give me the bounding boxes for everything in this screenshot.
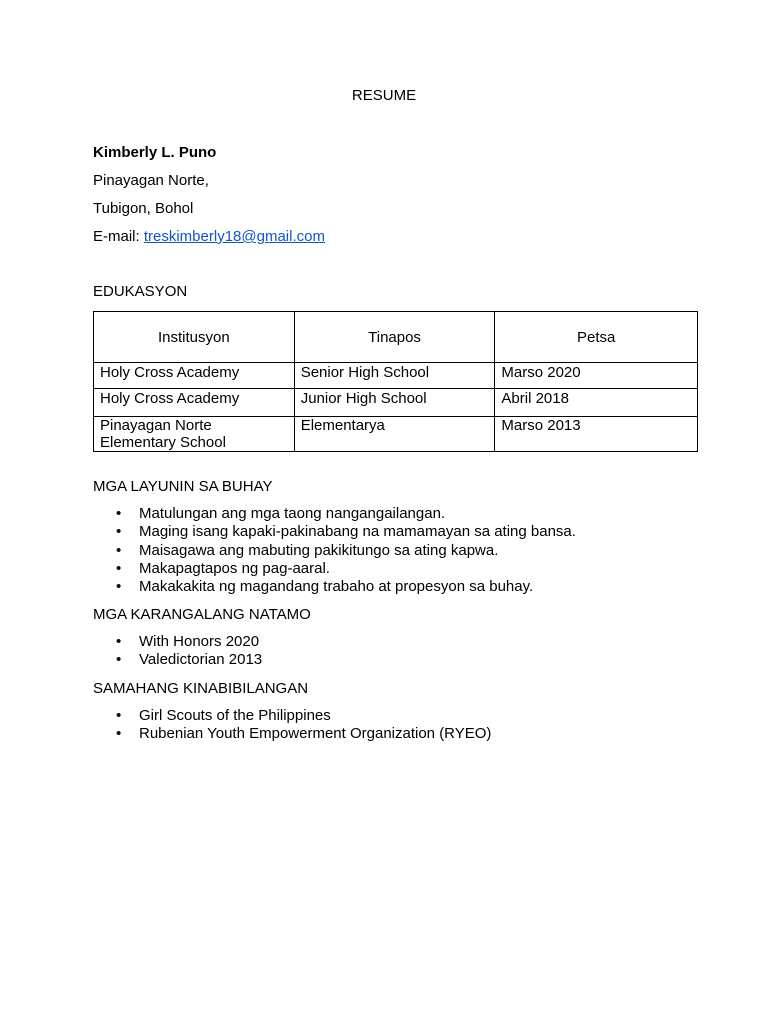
table-row (94, 363, 698, 389)
organizations-list (93, 707, 491, 744)
bullet-icon: • (116, 505, 122, 522)
goals-heading: MGA LAYUNIN SA BUHAY (93, 478, 273, 495)
education-table (93, 311, 698, 452)
list-item (93, 633, 262, 651)
list-item-text: Maging isang kapaki-pakinabang na mamamayan sa ating bansa. (139, 523, 576, 541)
email-line (93, 228, 325, 245)
table-cell-institution: Pinayagan Norte Elementary School (94, 417, 295, 452)
bullet-icon: • (116, 725, 122, 743)
table-cell-level: Senior High School (294, 363, 495, 389)
bullet-icon: • (116, 651, 122, 669)
list-item (93, 578, 576, 596)
column-header-institusyon: Institusyon (94, 312, 295, 363)
list-item-text: Rubenian Youth Empowerment Organization (RYEO) (139, 725, 492, 743)
list-item (93, 542, 576, 560)
address-line-1: Pinayagan Norte, (93, 172, 209, 189)
table-row (94, 389, 698, 417)
list-item (93, 505, 576, 523)
document-title: RESUME (351, 87, 417, 104)
list-item (93, 725, 491, 743)
list-item (93, 523, 576, 541)
bullet-icon: • (116, 559, 122, 577)
education-table-header (94, 312, 698, 363)
table-cell-level: Elementarya (294, 417, 495, 452)
list-item (93, 651, 262, 669)
table-cell-institution: Holy Cross Academy (94, 389, 295, 417)
bullet-icon: • (116, 541, 122, 559)
table-cell-date: Marso 2020 (495, 363, 698, 389)
table-row (94, 417, 698, 452)
bullet-icon: • (116, 707, 122, 724)
column-header-petsa: Petsa (495, 312, 698, 363)
address-line-2: Tubigon, Bohol (93, 200, 194, 217)
bullet-icon: • (116, 633, 122, 650)
applicant-name: Kimberly L. Puno (93, 144, 217, 161)
column-header-tinapos: Tinapos (294, 312, 495, 363)
list-item (93, 707, 491, 725)
organizations-heading: SAMAHANG KINABIBILANGAN (93, 680, 309, 697)
email-label: E-mail: (93, 228, 144, 245)
list-item-text: Makapagtapos ng pag-aaral. (139, 559, 330, 577)
table-cell-level: Junior High School (294, 389, 495, 417)
list-item-text: Matulungan ang mga taong nangangailangan. (139, 505, 446, 522)
honors-list (93, 633, 262, 670)
table-cell-date: Abril 2018 (495, 389, 698, 417)
list-item-text: Girl Scouts of the Philippines (139, 707, 331, 724)
goals-list (93, 505, 576, 596)
table-cell-date: Marso 2013 (495, 417, 698, 452)
bullet-icon: • (116, 523, 122, 541)
list-item (93, 560, 576, 578)
table-cell-institution: Holy Cross Academy (94, 363, 295, 389)
list-item-text: Valedictorian 2013 (139, 651, 263, 669)
education-heading: EDUKASYON (93, 283, 188, 300)
email-link[interactable]: treskimberly18@gmail.com (143, 228, 325, 245)
list-item-text: Makakakita ng magandang trabaho at propesyon sa buhay. (139, 578, 534, 596)
honors-heading: MGA KARANGALANG NATAMO (93, 606, 311, 623)
bullet-icon: • (116, 578, 122, 596)
list-item-text: With Honors 2020 (139, 633, 260, 650)
list-item-text: Maisagawa ang mabuting pakikitungo sa ating kapwa. (139, 541, 499, 559)
